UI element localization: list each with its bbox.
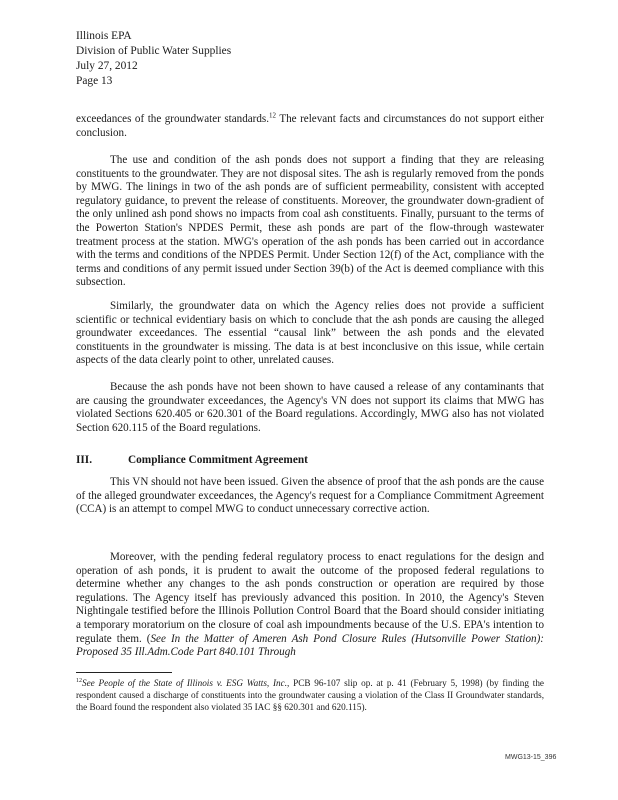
bates-stamp: MWG13-15_396 <box>505 754 557 761</box>
paragraph-continuation-tail: The relevant facts and circumstances do not support either conclusion. <box>76 113 544 139</box>
paragraph-no-violation: Because the ash ponds have not been shown to have caused a release of any contaminants that are causing the groundwater exceedances, the Agency's VN does not support its claims that MWG has violated Sections 620.405 or 620.301 of the Board regulations. Accordingly, MWG also has not violated Section 620.115 of the Board regulations. <box>76 381 544 434</box>
paragraph-federal-regulation <box>76 551 544 660</box>
paragraph-ash-pond-use: The use and condition of the ash ponds does not support a finding that they are releasing constituents to the groundwater. They are not disposal sites. The ash is regularly removed from the ponds by MWG. The linings in two of the ash ponds are of sufficient permeability, consistent with accepted regulatory guidance, to prevent the release of constituents. Moreover, the groundwater down-gradient of the only unlined ash pond shows no impacts from coal ash constituents. Finally, pursuant to the terms of the Powerton Station's NPDES Permit, these ash ponds are part of the flow-through wastewater treatment process at the station. MWG's operation of the ash ponds has been carried out in accordance with the terms and conditions of the NPDES Permit. Under Section 12(f) of the Act, compliance with the terms and conditions of any permit issued under Section 39(b) of the Act is deemed compliance with this subsection. <box>76 154 544 289</box>
footnote-divider <box>76 672 172 673</box>
letter-header <box>76 29 231 89</box>
section-heading <box>76 454 308 466</box>
header-agency: Illinois EPA <box>76 30 132 42</box>
footnote-case-name: See People of the State of Illinois v. ESG Watts, Inc., <box>82 678 290 688</box>
paragraph-continuation-text: exceedances of the groundwater standards. <box>76 113 270 125</box>
header-date: July 27, 2012 <box>76 60 138 72</box>
paragraph-vn-not-issued: This VN should not have been issued. Given the absence of proof that the ash ponds are the cause of the alleged groundwater exceedances, the Agency's request for a Compliance Commitment Agreement (CCA) is an attempt to compel MWG to conduct unnecessary corrective action. <box>76 476 544 516</box>
footnote-mark: 12 <box>76 677 82 684</box>
header-division: Division of Public Water Supplies <box>76 45 232 57</box>
footnote-reference: 12 <box>269 111 277 120</box>
footnote <box>76 678 544 713</box>
section-title: Compliance Commitment Agreement <box>128 454 308 466</box>
paragraph-continuation <box>76 113 544 140</box>
footnote-text: PCB 96-107 slip op. at p. 41 (February 5, 1998) (by finding the respondent caused a discharge of constituents into the groundwater causing a violation of the Class II Groundwater standards, the Board found the respondent also violated 35 IAC §§ 620.301 and 620.115). <box>76 678 544 712</box>
header-page-number: Page 13 <box>76 75 113 87</box>
section-number: III. <box>76 454 93 466</box>
paragraph-federal-regulation-text: Moreover, with the pending federal regulatory process to enact regulations for the design and operation of ash ponds, it is prudent to await the outcome of the proposed federal regulations to determine whether any changes to the ash ponds construction or operation are required by those regulations. The Agency itself has previously advanced this position. In 2010, the Agency's Steven Nightingale testified before the Illinois Pollution Control Board that the Board should consider initiating a temporary moratorium on the closure of coal ash impoundments because of the U.S. EPA's intention to regulate them. ( <box>76 551 544 645</box>
case-citation: See In the Matter of Ameren Ash Pond Closure Rules (Hutsonville Power Station): Proposed 35 Ill.Adm.Code Part 840.101 Through <box>76 632 544 659</box>
paragraph-groundwater-data: Similarly, the groundwater data on which the Agency relies does not provide a sufficient scientific or technical evidentiary basis on which to conclude that the ash ponds are causing the alleged groundwater exceedances. The essential “causal link” between the ash ponds and the elevated constituents in the groundwater is missing. The data is at best inconclusive on this issue, while certain aspects of the data clearly point to other, unrelated causes. <box>76 300 544 367</box>
